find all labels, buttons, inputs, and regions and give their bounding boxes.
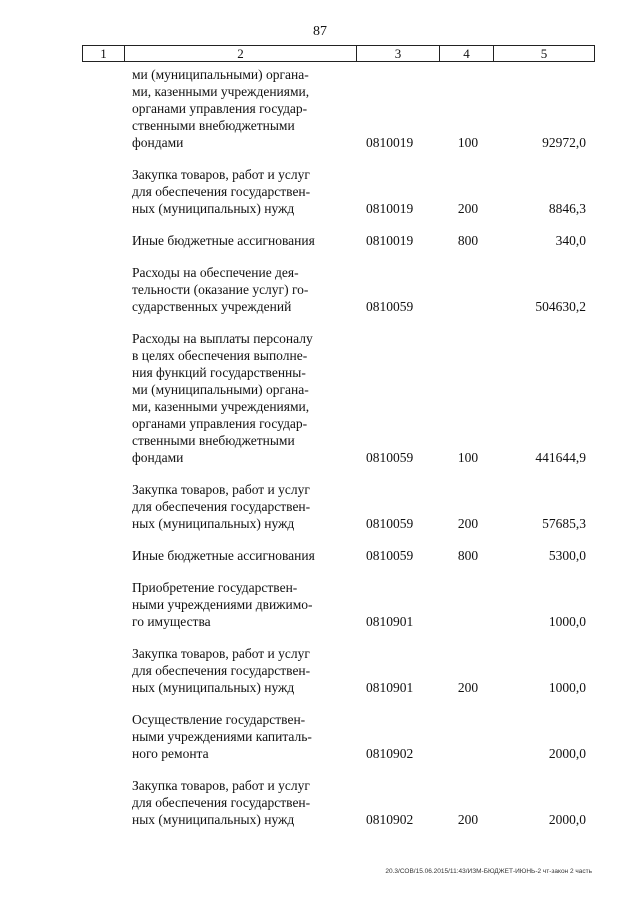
description-line: в целях обеспечения выполне-: [132, 348, 308, 363]
table-row: [132, 547, 592, 564]
table-header-row: [82, 45, 595, 62]
description-line: го имущества: [132, 614, 211, 629]
row-amount: 504630,2: [535, 299, 586, 314]
table-row: [132, 66, 592, 151]
description-line: ных (муниципальных) нужд: [132, 812, 295, 827]
row-amount: 8846,3: [548, 201, 586, 216]
table-row: [132, 777, 592, 828]
description-line: для обеспечения государствен-: [132, 663, 311, 678]
description-line: ных (муниципальных) нужд: [132, 680, 295, 695]
row-target-code: 0810902: [366, 746, 414, 761]
row-description: [132, 711, 339, 762]
row-amount: 340,0: [555, 233, 586, 248]
row-amount: 1000,0: [548, 614, 586, 629]
table-row: [132, 645, 592, 696]
row-target-code: 0810059: [366, 299, 414, 314]
description-line: Закупка товаров, работ и услуг: [132, 778, 310, 793]
description-line: ственными внебюджетными: [132, 433, 295, 448]
row-target-code: 0810901: [366, 680, 414, 695]
row-target-code: 0810901: [366, 614, 414, 629]
row-expense-type: 200: [457, 680, 479, 695]
description-line: Расходы на выплаты персоналу: [132, 331, 313, 346]
row-expense-type: 100: [457, 135, 479, 150]
table-row: [132, 330, 592, 466]
row-amount: 57685,3: [542, 516, 586, 531]
description-line: Иные бюджетные ассигнования: [132, 548, 315, 563]
description-line: ния функций государственны-: [132, 365, 306, 380]
row-amount: 2000,0: [548, 746, 586, 761]
description-line: фондами: [132, 135, 184, 150]
row-expense-type: 800: [457, 548, 479, 563]
description-line: органами управления государ-: [132, 101, 308, 116]
row-target-code: 0810019: [366, 201, 414, 216]
header-col-2: 2: [125, 46, 357, 61]
header-col-3: 3: [357, 46, 440, 61]
table-row: [132, 711, 592, 762]
row-amount: 92972,0: [542, 135, 586, 150]
row-amount: 1000,0: [548, 680, 586, 695]
row-description: [132, 66, 339, 151]
description-line: сударственных учреждений: [132, 299, 292, 314]
row-expense-type: 200: [457, 812, 479, 827]
description-line: Иные бюджетные ассигнования: [132, 233, 315, 248]
row-amount: 5300,0: [548, 548, 586, 563]
row-target-code: 0810019: [366, 135, 414, 150]
description-line: Закупка товаров, работ и услуг: [132, 482, 310, 497]
row-expense-type: 100: [457, 450, 479, 465]
row-description: [132, 645, 339, 696]
table-row: [132, 264, 592, 315]
row-description: [132, 777, 339, 828]
row-target-code: 0810059: [366, 516, 414, 531]
row-description: [132, 166, 339, 217]
description-line: органами управления государ-: [132, 416, 308, 431]
row-target-code: 0810019: [366, 233, 414, 248]
row-description: [132, 481, 339, 532]
row-amount: 2000,0: [548, 812, 586, 827]
description-line: Осуществление государствен-: [132, 712, 306, 727]
footer-stamp: 20.3/СОВ/15.06.2015/11:43/ИЗМ-БЮДЖЕТ-ИЮНЬ-2 чт-закон 2 часть: [385, 868, 592, 875]
description-line: Закупка товаров, работ и услуг: [132, 167, 310, 182]
header-col-1: 1: [83, 46, 125, 61]
header-col-4: 4: [440, 46, 494, 61]
row-description: [132, 330, 339, 466]
row-target-code: 0810902: [366, 812, 414, 827]
page-number: 87: [313, 24, 327, 39]
row-amount: 441644,9: [535, 450, 586, 465]
table-row: [132, 481, 592, 532]
table-row: [132, 579, 592, 630]
table-row: [132, 166, 592, 217]
row-target-code: 0810059: [366, 548, 414, 563]
row-description: [132, 264, 339, 315]
description-line: для обеспечения государствен-: [132, 499, 311, 514]
description-line: ными учреждениями движимо-: [132, 597, 313, 612]
description-line: Закупка товаров, работ и услуг: [132, 646, 310, 661]
description-line: ми, казенными учреждениями,: [132, 84, 310, 99]
row-target-code: 0810059: [366, 450, 414, 465]
description-line: для обеспечения государствен-: [132, 795, 311, 810]
table-body: [132, 66, 592, 828]
description-line: Расходы на обеспечение дея-: [132, 265, 299, 280]
description-line: ми, казенными учреждениями,: [132, 399, 310, 414]
row-expense-type: 200: [457, 201, 479, 216]
description-line: ственными внебюджетными: [132, 118, 295, 133]
description-line: ного ремонта: [132, 746, 209, 761]
row-description: [132, 547, 339, 564]
description-line: ными учреждениями капиталь-: [132, 729, 312, 744]
row-description: [132, 232, 339, 249]
table-row: [132, 232, 592, 249]
description-line: тельности (оказание услуг) го-: [132, 282, 309, 297]
description-line: ных (муниципальных) нужд: [132, 201, 295, 216]
description-line: ми (муниципальными) органа-: [132, 382, 309, 397]
description-line: ми (муниципальными) органа-: [132, 67, 309, 82]
row-expense-type: 200: [457, 516, 479, 531]
row-expense-type: 800: [457, 233, 479, 248]
description-line: ных (муниципальных) нужд: [132, 516, 295, 531]
description-line: Приобретение государствен-: [132, 580, 298, 595]
description-line: фондами: [132, 450, 184, 465]
row-description: [132, 579, 339, 630]
description-line: для обеспечения государствен-: [132, 184, 311, 199]
header-col-5: 5: [540, 46, 548, 61]
